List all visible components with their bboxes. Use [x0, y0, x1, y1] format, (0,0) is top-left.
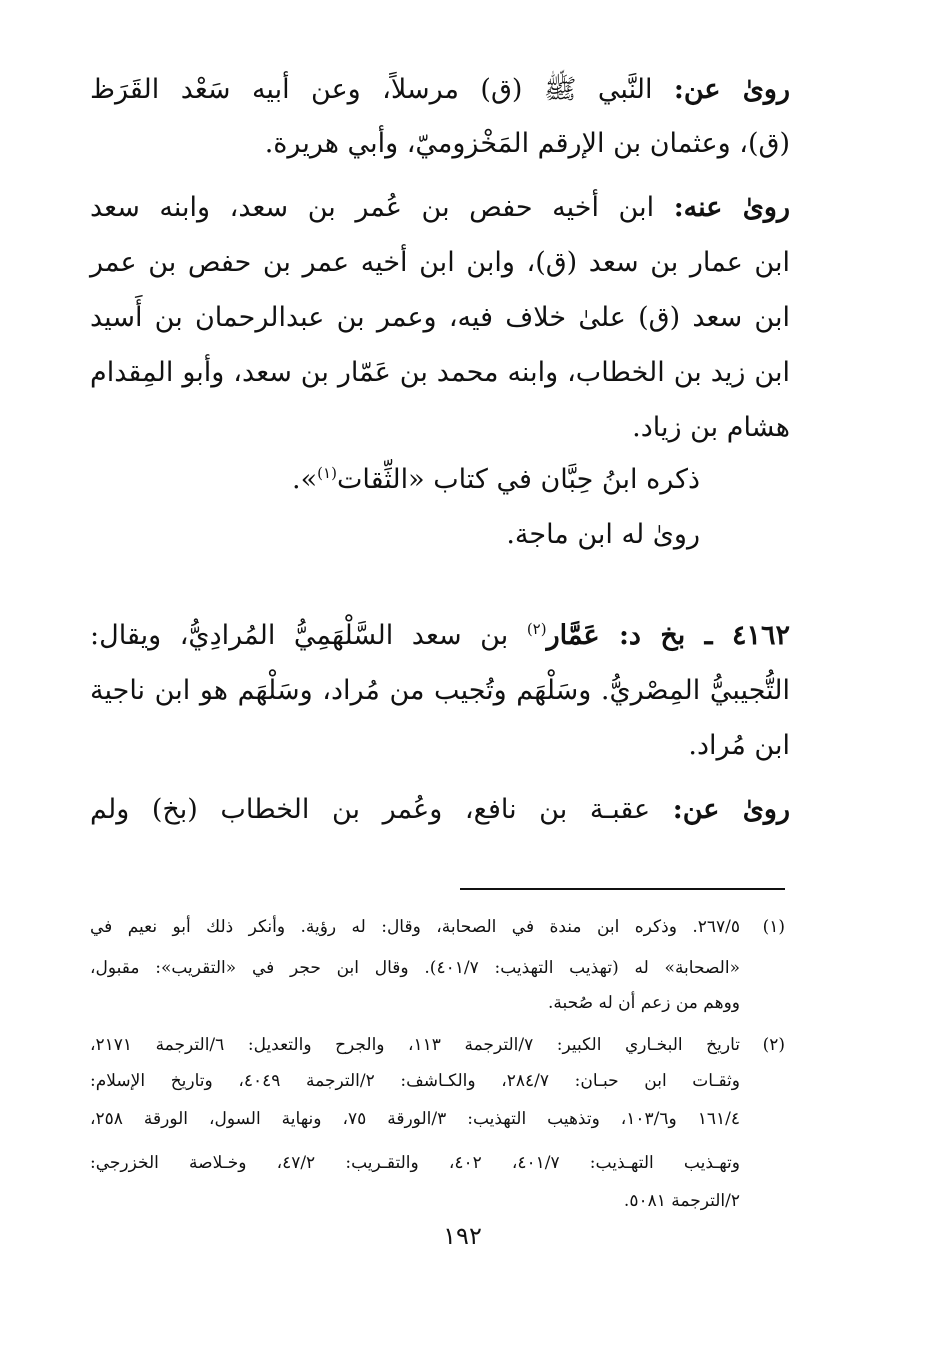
narrated-from-label: روىٰ عن:	[673, 74, 790, 105]
entry-heading-line	[90, 618, 790, 654]
footnote-2-number: (٢)	[762, 1035, 785, 1055]
footnote-2-line-4: وتهـذيب التهـذيب: ٤٠١/٧، ٤٠٢، والتقـريب: ٤٧/٢، وخـلاصة الخزرجي:	[90, 1153, 740, 1173]
ibn-hibban-close: ».	[292, 464, 318, 495]
entry-number: ٤١٦٢ ـ بخ د: عَمَّار	[546, 620, 790, 651]
ibn-hibban-text: ذكره ابنُ حِبَّان في كتاب «الثِّقات	[336, 464, 700, 495]
footnote-1-line-1: ٢٦٧/٥. وذكره ابن مندة في الصحابة، وقال: له رؤية. وأنكر ذلك أبو نعيم في	[90, 917, 740, 937]
footnote-separator	[460, 888, 785, 890]
footnote-ref-1: (١)	[317, 464, 337, 482]
narrated-by-text: ابن أخيه حفص بن عُمر بن سعد، وابنه سعد	[90, 192, 655, 223]
narrated-by-line-2: ابن عمار بن سعد (ق)، وابن ابن أخيه عمر بن حفص بن عمر	[90, 247, 790, 278]
entry-line-3: ابن مُراد.	[688, 730, 790, 761]
entry-narrated-from-label: روىٰ عن:	[672, 794, 790, 825]
page-number: ١٩٢	[443, 1222, 482, 1250]
footnote-2-line-1: تاريخ البخـاري الكبير: ٧/الترجمة ١١٣، والجرح والتعديل: ٦/الترجمة ٢١٧١،	[90, 1035, 741, 1055]
footnote-1-line-3: ووهم من زعم أن له صُحبة.	[548, 993, 740, 1013]
footnote-2-line-3: ١٦١/٤ و١٠٣/٦، وتذهيب التهذيب: ٣/الورقة ٧٥، ونهاية السول، الورقة ٢٥٨،	[90, 1109, 741, 1129]
footnote-2-line-2: وثقـات ابن حبـان: ٢٨٤/٧، والكـاشف: ٢/الترجمة ٤٠٤٩، وتاريخ الإسلام:	[90, 1071, 741, 1091]
narrated-from-text: النَّبي ﷺ (ق) مرسلاً، وعن أبيه سَعْد القَرَظ	[90, 74, 653, 105]
entry-line-2: التُّجيبيُّ المِصْريُّ. وسَلْهَم وتُجيب من مُراد، وسَلْهَم هو ابن ناجية	[90, 675, 790, 706]
narrated-by-line-5: هشام بن زياد.	[632, 412, 790, 443]
narrated-by-line-4: ابن زيد بن الخطاب، وابنه محمد بن عَمّار بن سعد، وأبو المِقدام	[90, 357, 790, 388]
footnote-2-line-5: ٢/الترجمة ٥٠٨١.	[623, 1191, 740, 1211]
narrated-by-line-1	[90, 190, 790, 226]
narrated-by-label: روىٰ عنه:	[673, 192, 790, 223]
narrated-from-line-2: (ق)، وعثمان بن الإرقم المَخْزوميّ، وأبي هريرة.	[264, 128, 790, 159]
entry-narrated-from-line	[90, 792, 790, 828]
ibn-hibban-line	[90, 462, 700, 498]
footnote-1-number: (١)	[762, 917, 785, 937]
entry-narrated-from-text: عقبـة بن نافع، وعُمر بن الخطاب (بخ) ولم	[90, 794, 651, 825]
narrated-by-line-3: ابن سعد (ق) علىٰ خلاف فيه، وعمر بن عبدالرحمان بن أَسيد	[90, 302, 790, 333]
narrated-from-line-1	[90, 72, 790, 108]
entry-heading-text: بن سعد السَّلْهَمِيُّ المُرادِيُّ، ويقال:	[90, 620, 527, 651]
ibn-majah-line: روىٰ له ابن ماجة.	[506, 519, 700, 550]
footnote-ref-2: (٢)	[526, 620, 547, 638]
footnote-1-line-2: «الصحابة» له (تهذيب التهذيب: ٤٠١/٧). وقال ابن حجر في «التقريب»: مقبول،	[90, 958, 740, 978]
